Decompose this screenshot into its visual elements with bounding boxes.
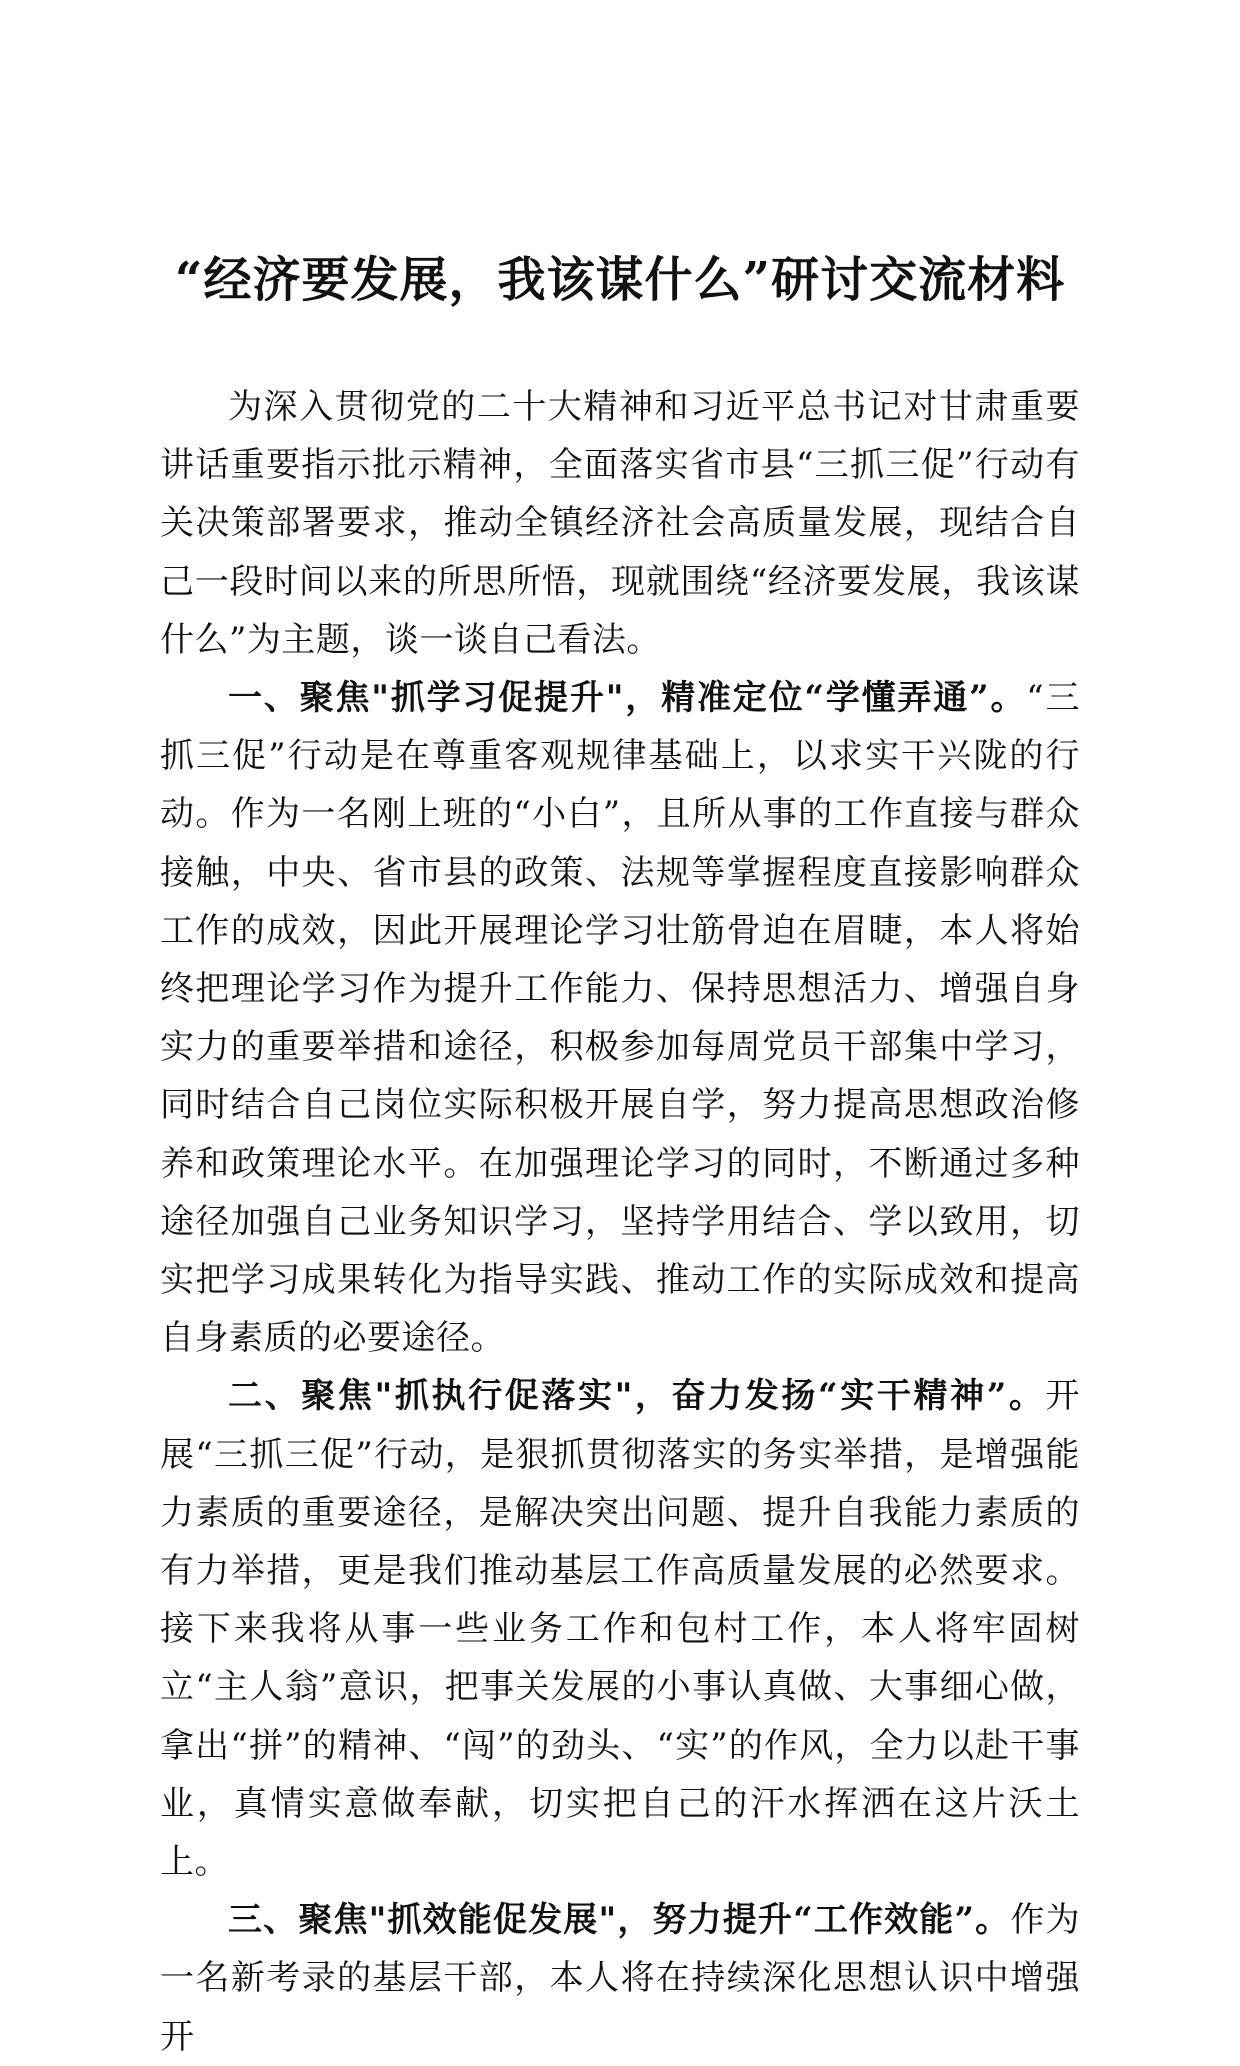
document-body [160,378,1080,2066]
section-2-body: 开展“三抓三促”行动，是狠抓贯彻落实的务实举措，是增强能力素质的重要途径，是解决突出问题、提升自我能力素质的有力举措，更是我们推动基层工作高质量发展的必然要求。接下来我将从事一些业务工作和包村工作，本人将牢固树立“主人翁”意识，把事关发展的小事认真做、大事细心做，拿出“拼”的精神、“闯”的劲头、“实”的作风，全力以赴干事业，真情实意做奉献，切实把自己的汗水挥洒在这片沃土上。 [160,1376,1080,1883]
section-3-body: 作为一名新考录的基层干部，本人将在持续深化思想认识中增强开 [160,1900,1081,2057]
section-1-body: “三抓三促”行动是在尊重客观规律基础上，以求实干兴陇的行动。作为一名刚上班的“小白”，且所从事的工作直接与群众接触，中央、省市县的政策、法规等掌握程度直接影响群众工作的成效，因此开展理论学习壮筋骨迫在眉睫，本人将始终把理论学习作为提升工作能力、保持思想活力、增强自身实力的重要举措和途径，积极参加每周党员干部集中学习，同时结合自己岗位实际积极开展自学，努力提高思想政治修养和政策理论水平。在加强理论学习的同时，不断通过多种途径加强自己业务知识学习，坚持学用结合、学以致用，切实把学习成果转化为指导实践、推动工作的实际成效和提高自身素质的必要途径。 [160,678,1080,1359]
section-3-paragraph [160,1891,1080,2066]
intro-paragraph: 为深入贯彻党的二十大精神和习近平总书记对甘肃重要讲话重要指示批示精神，全面落实省市县“三抓三促”行动有关决策部署要求，推动全镇经济社会高质量发展，现结合自己一段时间以来的所思所悟，现就围绕“经济要发展，我该谋什么”为主题，谈一谈自己看法。 [160,387,1080,660]
section-2-heading: 二、聚焦"抓执行促落实"，奋力发扬“实干精神”。 [228,1376,1046,1417]
section-1-heading: 一、聚焦"抓学习促提升"，精准定位“学懂弄通”。 [228,678,1027,719]
section-2-paragraph [160,1367,1080,1891]
section-1-paragraph [160,669,1080,1367]
document-title: “经济要发展，我该谋什么”研讨交流材料 [174,252,1066,308]
section-3-heading: 三、聚焦"抓效能促发展"，努力提升“工作效能”。 [228,1900,1011,1941]
